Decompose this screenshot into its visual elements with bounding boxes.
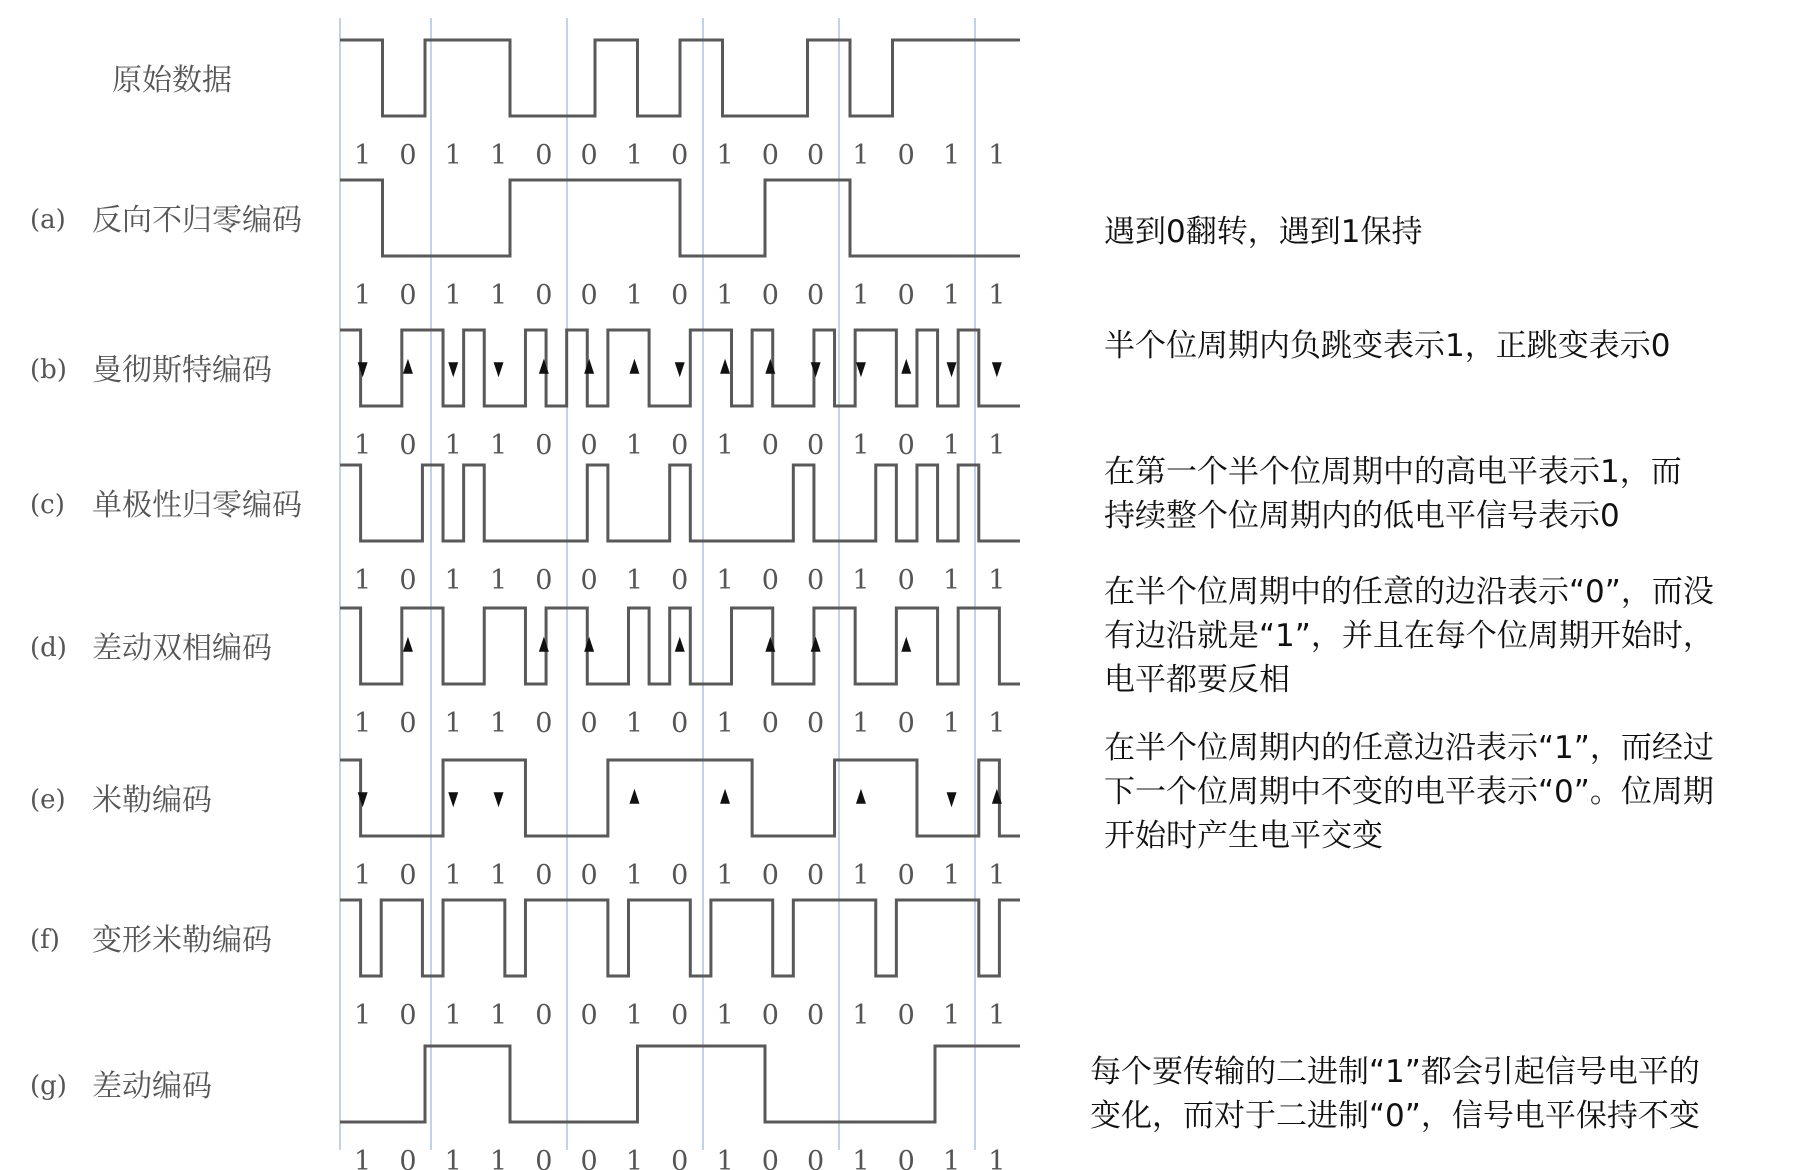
bit-label: 0 [897, 140, 915, 171]
bit-label: 0 [761, 708, 779, 739]
bit-label: 1 [354, 430, 372, 461]
bit-label: 1 [444, 1146, 462, 1170]
row-prefix: (f) [30, 925, 60, 955]
bit-label: 1 [988, 430, 1006, 461]
bit-label: 1 [354, 140, 372, 171]
bit-label: 0 [807, 430, 825, 461]
bit-label: 1 [716, 565, 734, 596]
bit-label: 0 [671, 565, 689, 596]
bit-label: 1 [988, 280, 1006, 311]
transition-arrow-down [449, 793, 457, 805]
bit-label: 0 [671, 708, 689, 739]
bit-label: 1 [354, 280, 372, 311]
bit-label: 0 [580, 708, 598, 739]
bit-label: 0 [535, 860, 553, 891]
transition-arrow-up [902, 639, 910, 651]
row-label: 原始数据 [112, 63, 232, 98]
encoding-row-2 [30, 330, 1020, 461]
encoding-row-4 [30, 608, 1020, 739]
bit-label: 0 [399, 565, 417, 596]
transition-arrow-down [993, 363, 1001, 375]
bit-label: 1 [354, 1000, 372, 1031]
row-label: 米勒编码 [92, 783, 212, 818]
encoding-row-3 [30, 465, 1020, 596]
bit-label: 0 [535, 1000, 553, 1031]
transition-arrow-down [495, 363, 503, 375]
bit-label: 0 [897, 708, 915, 739]
transition-arrow-down [495, 793, 503, 805]
bit-label: 1 [489, 860, 508, 891]
bit-label: 1 [625, 1146, 644, 1170]
bit-label: 0 [671, 280, 689, 311]
description-manchester: 半个位周期内负跳变表示1，正跳变表示0 [1104, 328, 1671, 364]
row-prefix: (d) [30, 633, 67, 663]
bit-label: 1 [942, 430, 961, 461]
bit-label: 1 [354, 860, 372, 891]
bit-label: 0 [399, 1146, 417, 1170]
encoding-rows [30, 40, 1020, 1170]
bit-label: 0 [807, 280, 825, 311]
transition-arrow-up [676, 639, 684, 651]
bit-label: 1 [716, 1000, 734, 1031]
bit-label: 0 [535, 140, 553, 171]
bit-boundary-gridlines [340, 18, 975, 1150]
bit-label: 1 [354, 565, 372, 596]
bit-label: 1 [444, 565, 462, 596]
bit-label: 0 [671, 1146, 689, 1170]
bit-label: 0 [807, 708, 825, 739]
bit-label: 1 [716, 430, 734, 461]
transition-arrow-up [721, 791, 729, 803]
description-differential-biphase: 在半个位周期中的任意的边沿表示“0”，而没 有边沿就是“1”，并且在每个位周期开始时， 电平都要反相 [1104, 574, 1714, 698]
bit-label: 1 [444, 140, 462, 171]
bit-label: 1 [489, 1000, 508, 1031]
bit-label: 0 [761, 565, 779, 596]
bit-label: 1 [716, 280, 734, 311]
row-label: 变形米勒编码 [92, 923, 272, 958]
bit-label: 1 [942, 1146, 961, 1170]
bit-label: 0 [671, 430, 689, 461]
bit-label: 0 [807, 565, 825, 596]
bit-label: 1 [625, 140, 644, 171]
bit-label: 0 [399, 860, 417, 891]
bit-label: 1 [852, 430, 870, 461]
transition-arrow-down [857, 363, 865, 375]
bit-label: 0 [399, 280, 417, 311]
row-label: 差动双相编码 [92, 631, 272, 666]
bit-label: 0 [761, 430, 779, 461]
bit-label: 1 [942, 565, 961, 596]
waveform [340, 465, 1020, 541]
transition-arrow-up [404, 639, 412, 651]
bit-label: 1 [852, 280, 870, 311]
transition-arrow-up [902, 361, 910, 373]
row-label: 反向不归零编码 [92, 203, 302, 238]
bit-label: 0 [671, 140, 689, 171]
bit-label: 1 [716, 140, 734, 171]
waveform [340, 900, 1020, 976]
bit-label: 0 [807, 860, 825, 891]
bit-label: 0 [897, 280, 915, 311]
row-prefix: (a) [30, 205, 66, 235]
bit-label: 1 [852, 565, 870, 596]
bit-label: 0 [399, 430, 417, 461]
bit-label: 0 [580, 860, 598, 891]
transition-arrow-down [948, 793, 956, 805]
bit-label: 1 [625, 708, 644, 739]
waveform [340, 1046, 1020, 1122]
bit-label: 0 [399, 1000, 417, 1031]
bit-label: 1 [988, 860, 1006, 891]
bit-label: 0 [535, 708, 553, 739]
bit-label: 0 [761, 1146, 779, 1170]
transition-arrow-down [948, 363, 956, 375]
bit-label: 1 [625, 280, 644, 311]
bit-label: 0 [535, 565, 553, 596]
bit-label: 0 [761, 1000, 779, 1031]
row-prefix: (c) [30, 490, 65, 520]
bit-label: 0 [535, 430, 553, 461]
bit-label: 0 [807, 1146, 825, 1170]
transition-arrow-up [857, 791, 865, 803]
bit-label: 0 [807, 140, 825, 171]
bit-label: 1 [625, 1000, 644, 1031]
encoding-row-5 [30, 760, 1020, 891]
bit-label: 1 [489, 280, 508, 311]
bit-label: 0 [399, 708, 417, 739]
row-prefix: (g) [30, 1071, 67, 1101]
transition-arrow-up [404, 361, 412, 373]
row-label: 曼彻斯特编码 [92, 353, 272, 388]
bit-label: 0 [761, 140, 779, 171]
bit-label: 0 [897, 430, 915, 461]
bit-label: 0 [897, 1000, 915, 1031]
bit-label: 1 [852, 860, 870, 891]
bit-label: 1 [988, 708, 1006, 739]
bit-label: 0 [761, 280, 779, 311]
bit-label: 1 [444, 708, 462, 739]
bit-label: 0 [897, 1146, 915, 1170]
bit-label: 1 [942, 1000, 961, 1031]
transition-arrow-down [676, 363, 684, 375]
bit-label: 0 [671, 860, 689, 891]
bit-label: 1 [852, 1146, 870, 1170]
bit-label: 1 [354, 1146, 372, 1170]
bit-label: 0 [580, 430, 598, 461]
bit-label: 1 [489, 140, 508, 171]
bit-label: 1 [988, 140, 1006, 171]
bit-label: 0 [761, 860, 779, 891]
description-differential: 每个要传输的二进制“1”都会引起信号电平的 变化，而对于二进制“0”，信号电平保持不变 [1090, 1054, 1700, 1134]
bit-label: 0 [580, 1146, 598, 1170]
bit-label: 1 [625, 565, 644, 596]
row-prefix: (e) [30, 785, 66, 815]
row-label: 单极性归零编码 [92, 488, 302, 523]
bit-label: 0 [580, 140, 598, 171]
bit-label: 1 [988, 1000, 1006, 1031]
bit-label: 1 [716, 860, 734, 891]
bit-label: 1 [444, 430, 462, 461]
bit-label: 0 [580, 280, 598, 311]
bit-label: 1 [852, 1000, 870, 1031]
bit-label: 1 [988, 565, 1006, 596]
transition-arrow-down [449, 363, 457, 375]
bit-label: 1 [625, 860, 644, 891]
bit-label: 0 [580, 1000, 598, 1031]
bit-label: 0 [580, 565, 598, 596]
encoding-row-0 [112, 40, 1020, 171]
bit-label: 1 [942, 140, 961, 171]
bit-label: 0 [897, 565, 915, 596]
waveform [340, 180, 1020, 256]
transition-arrow-up [630, 361, 638, 373]
bit-label: 1 [444, 860, 462, 891]
waveform [340, 40, 1020, 116]
bit-label: 1 [489, 430, 508, 461]
bit-label: 1 [489, 565, 508, 596]
transition-arrow-up [630, 791, 638, 803]
description-miller: 在半个位周期内的任意边沿表示“1”，而经过 下一个位周期中不变的电平表示“0”。位周期 开始时产生电平交变 [1104, 730, 1714, 854]
bit-label: 1 [444, 280, 462, 311]
bit-label: 0 [399, 140, 417, 171]
description-nrzi: 遇到0翻转，遇到1保持 [1104, 214, 1423, 250]
bit-label: 1 [489, 708, 508, 739]
encoding-row-1 [30, 180, 1020, 311]
bit-label: 0 [671, 1000, 689, 1031]
description-unipolar-rz: 在第一个半个位周期中的高电平表示1，而 持续整个位周期内的低电平信号表示0 [1104, 454, 1682, 534]
waveform [340, 760, 1020, 836]
encoding-row-7 [30, 1046, 1020, 1170]
bit-label: 1 [942, 860, 961, 891]
bit-label: 0 [897, 860, 915, 891]
bit-label: 1 [852, 708, 870, 739]
bit-label: 1 [354, 708, 372, 739]
bit-label: 1 [489, 1146, 508, 1170]
bit-label: 1 [625, 430, 644, 461]
transition-arrow-up [721, 361, 729, 373]
bit-label: 1 [716, 1146, 734, 1170]
bit-label: 1 [716, 708, 734, 739]
bit-label: 1 [444, 1000, 462, 1031]
bit-label: 1 [852, 140, 870, 171]
bit-label: 1 [942, 708, 961, 739]
encoding-row-6 [30, 900, 1020, 1031]
bit-label: 1 [942, 280, 961, 311]
row-prefix: (b) [30, 355, 67, 385]
bit-label: 0 [535, 1146, 553, 1170]
bit-label: 1 [988, 1146, 1006, 1170]
row-label: 差动编码 [92, 1069, 212, 1104]
bit-label: 0 [807, 1000, 825, 1031]
bit-label: 0 [535, 280, 553, 311]
